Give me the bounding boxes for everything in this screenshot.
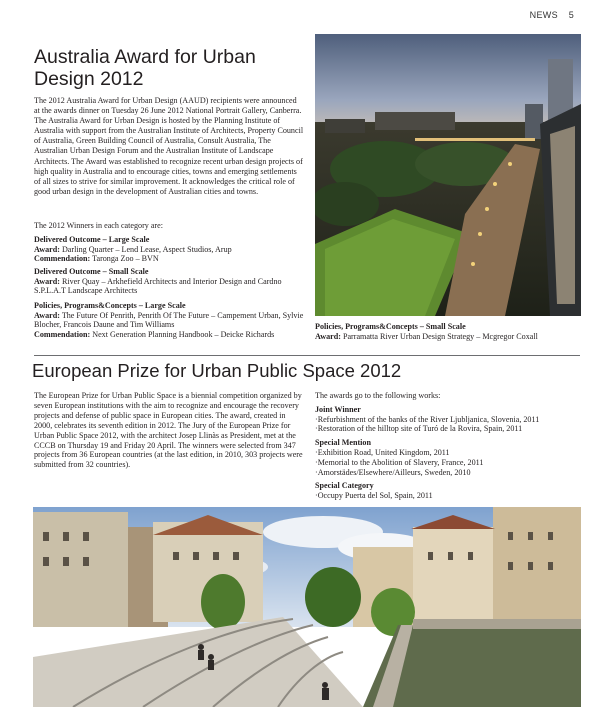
awards-heading: Special Mention: [315, 438, 371, 448]
article-intro-europe: The European Prize for Urban Public Space is a biennial competition organized by seven European institutions with the aim to recognize and encourage the recovery projects and defense of public space in European cities. The award, created in 2000, celebrates its seventh edition in 2012. The Jury of the European Prize for Urban Public Space 2012, with the architect Josep Llinàs as President, met at the CCCB on Thursday 19 and Friday 20 April. The winners were selected from 347 projects from 36 European countries (at the last edition, in 2010, 303 projects were submitted from 32 countries).: [34, 391, 303, 470]
award-item: ·Amorstädes/Elsewhere/Ailleurs, Sweden, 2010: [315, 467, 471, 477]
category-delivered-small: [34, 267, 309, 296]
category-title: Policies, Programs&Concepts – Small Scale: [315, 322, 466, 331]
commendation-label: Commendation:: [34, 254, 91, 264]
category-policies-small: [315, 322, 581, 341]
award-text: Parramatta River Urban Design Strategy – Mcgregor Coxall: [340, 331, 538, 341]
award-text: The Future Of Penrith, Penrith Of The Future – Campement Urban, Sylvie Blocher, Francois Daune and Tim Williams: [34, 310, 304, 330]
category-award: [34, 245, 309, 255]
commendation-text: Taronga Zoo – BVN: [90, 254, 159, 264]
award-item: ·Refurbishment of the banks of the River Ljubljanica, Slovenia, 2011: [315, 414, 540, 424]
category-policies-large: [34, 301, 309, 339]
category-award: [34, 277, 309, 296]
award-item: ·Exhibition Road, United Kingdom, 2011: [315, 447, 450, 457]
awards-heading: Special Category: [315, 481, 374, 491]
award-item: ·Occupy Puerta del Sol, Spain, 2011: [315, 491, 433, 501]
awards-heading: Joint Winner: [315, 404, 361, 414]
commendation-text: Next Generation Planning Handbook – Deicke Richards: [90, 329, 275, 339]
winners-intro: The 2012 Winners in each category are:: [34, 221, 163, 230]
award-label: Award:: [315, 331, 341, 341]
page-number: 5: [568, 10, 574, 20]
award-label: Award:: [34, 276, 60, 286]
category-commendation: [34, 254, 309, 264]
category-award: [315, 332, 581, 342]
award-text: River Quay – Arkhefield Architects and Interior Design and Cardno S.P.L.A.T Landscape Architects: [34, 276, 282, 296]
commendation-label: Commendation:: [34, 329, 91, 339]
award-item: ·Memorial to the Abolition of Slavery, France, 2011: [315, 457, 484, 467]
award-text: Darling Quarter – Lend Lease, Aspect Studios, Arup: [59, 244, 232, 254]
category-award: [34, 311, 309, 330]
photo-darling-quarter: [315, 34, 581, 316]
page-header: [530, 10, 574, 20]
article-title-europe: European Prize for Urban Public Space 2012: [32, 360, 402, 381]
category-commendation: [34, 330, 309, 340]
category-title: Delivered Outcome – Large Scale: [34, 235, 150, 244]
section-label: NEWS: [529, 10, 558, 20]
awards-intro: The awards go to the following works:: [315, 391, 441, 400]
award-label: Award:: [34, 310, 60, 320]
award-item: ·Restoration of the hilltop site of Turó de la Rovira, Spain, 2011: [315, 424, 523, 434]
category-title: Delivered Outcome – Small Scale: [34, 267, 149, 276]
photo-ljubljanica-riverbank: [33, 507, 581, 707]
article-intro-australia: The 2012 Australia Award for Urban Design (AAUD) recipients were announced at the awards dinner on Tuesday 26 June 2012 National Portrait Gallery, Canberra. The Australia Award for Urban Design is hosted by the Planning Institute of Australia with support from the Australian Institute of Architects, Property Council of Australia, Green Building Council of Australia, Consult Australia, The Australian Urban Design Forum and the Australian Institute of Landscape Architects. The Award was established to recognize recent urban design projects of high quality in Australia and to encourage cities, towns and emerging settlements of all sizes to strive for similar improvement. It acknowledges the critical role of good urban design in the development of Australian cities and towns.: [34, 96, 304, 196]
awards-list: [315, 391, 585, 501]
category-delivered-large: [34, 235, 309, 264]
section-divider: [34, 355, 580, 356]
award-label: Award:: [34, 244, 60, 254]
article-title-australia: Australia Award for Urban Design 2012: [34, 46, 256, 90]
category-title: Policies, Programs&Concepts – Large Scale: [34, 301, 186, 310]
